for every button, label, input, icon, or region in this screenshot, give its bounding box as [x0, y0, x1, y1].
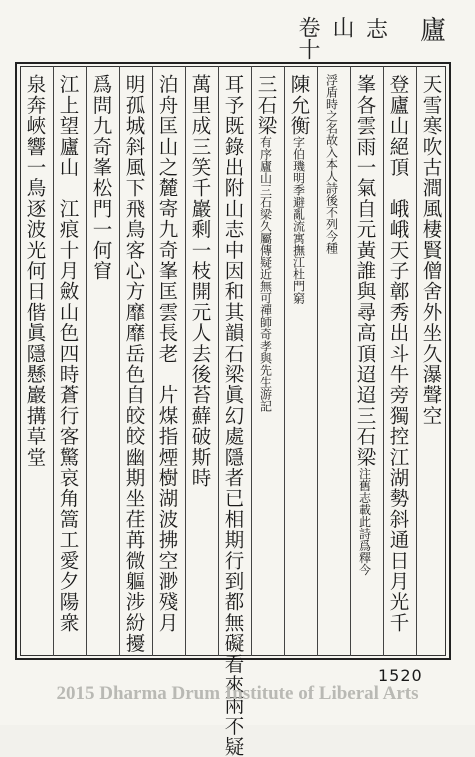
column-rule: [185, 66, 186, 656]
author-name: 陳允衡: [287, 74, 311, 137]
text-column-9: 泊舟匡山之麓寄九奇峯匡雲長老 片煤指煙樹湖波拂空渺殘月: [155, 74, 179, 633]
header-fragment: 山: [329, 16, 354, 38]
text-column-10: 明孤城斜風下飛鳥客心方靡靡岳色自皎皎幽期坐荏苒微軀涉紛擾: [122, 74, 146, 654]
annotation-note: 有序: [258, 136, 273, 161]
text-column-7: [223, 74, 243, 757]
annotation-note: 字伯璣明季避亂流寓撫江杜門窮: [291, 136, 306, 305]
text-column-12: 江上望廬山 江痕十月斂山色四時蒼行客驚哀角篙工愛夕陽衆: [56, 74, 80, 633]
poem-line: 耳予既錄出附山志中因和其韻: [221, 74, 245, 344]
column-rule: [416, 66, 417, 656]
poem-title: 三石梁: [254, 74, 278, 137]
column-rule: [53, 66, 54, 656]
text-column-5: [289, 74, 309, 304]
annotation-note: 廬山三石梁久屬傳疑近無可禪師奇孝與先生游記: [258, 160, 273, 413]
text-column-11: 爲問九奇峯松門一何窅: [89, 74, 113, 281]
annotation-note: 浮盾時之名故入本: [324, 74, 339, 170]
text-column-3: [355, 74, 375, 575]
poem-line: 石梁眞幻處隱者已相期行到都無礙看來兩不疑: [221, 343, 245, 757]
text-column-4: [322, 74, 342, 254]
text-column-2-main: 登廬山絕頂 峨峨天子鄣秀出斗牛旁獨控江湖勢斜通日月光千: [386, 74, 410, 633]
watermark: 2015 Dharma Drum Institute of Liberal Arts: [56, 683, 419, 704]
text-column-6: [256, 74, 276, 412]
column-rule: [86, 66, 87, 656]
header-fragment: 卷十: [295, 16, 320, 60]
column-rule: [383, 66, 384, 656]
column-rule: [218, 66, 219, 656]
annotation-note: 人詩後不列今種: [324, 170, 339, 254]
column-rule: [251, 66, 252, 656]
text-column-3-main: 峯各雲雨一氣自元黃誰與尋高頂迢迢三石梁: [353, 74, 377, 468]
text-column-8: 萬里成三笑千巖剩一枝開元人去後苔蘚破斯時: [188, 74, 212, 488]
page-number: 1520: [378, 666, 423, 685]
text-column-13: 泉奔峽響一鳥逐波光何日偕眞隱懸巖搆草堂: [23, 74, 47, 468]
text-column-2: [388, 74, 408, 633]
column-rule: [152, 66, 153, 656]
annotation-note: 注舊志載此詩爲釋今: [357, 467, 372, 576]
header-fragment: 志: [366, 18, 389, 43]
column-rule: [317, 66, 318, 656]
column-rule: [350, 66, 351, 656]
header-fragment: 廬: [420, 16, 447, 46]
column-rule: [284, 66, 285, 656]
text-column-1: 天雪寒吹古澗風棲賢僧舍外坐久瀑聲空: [419, 74, 443, 426]
column-rule: [119, 66, 120, 656]
